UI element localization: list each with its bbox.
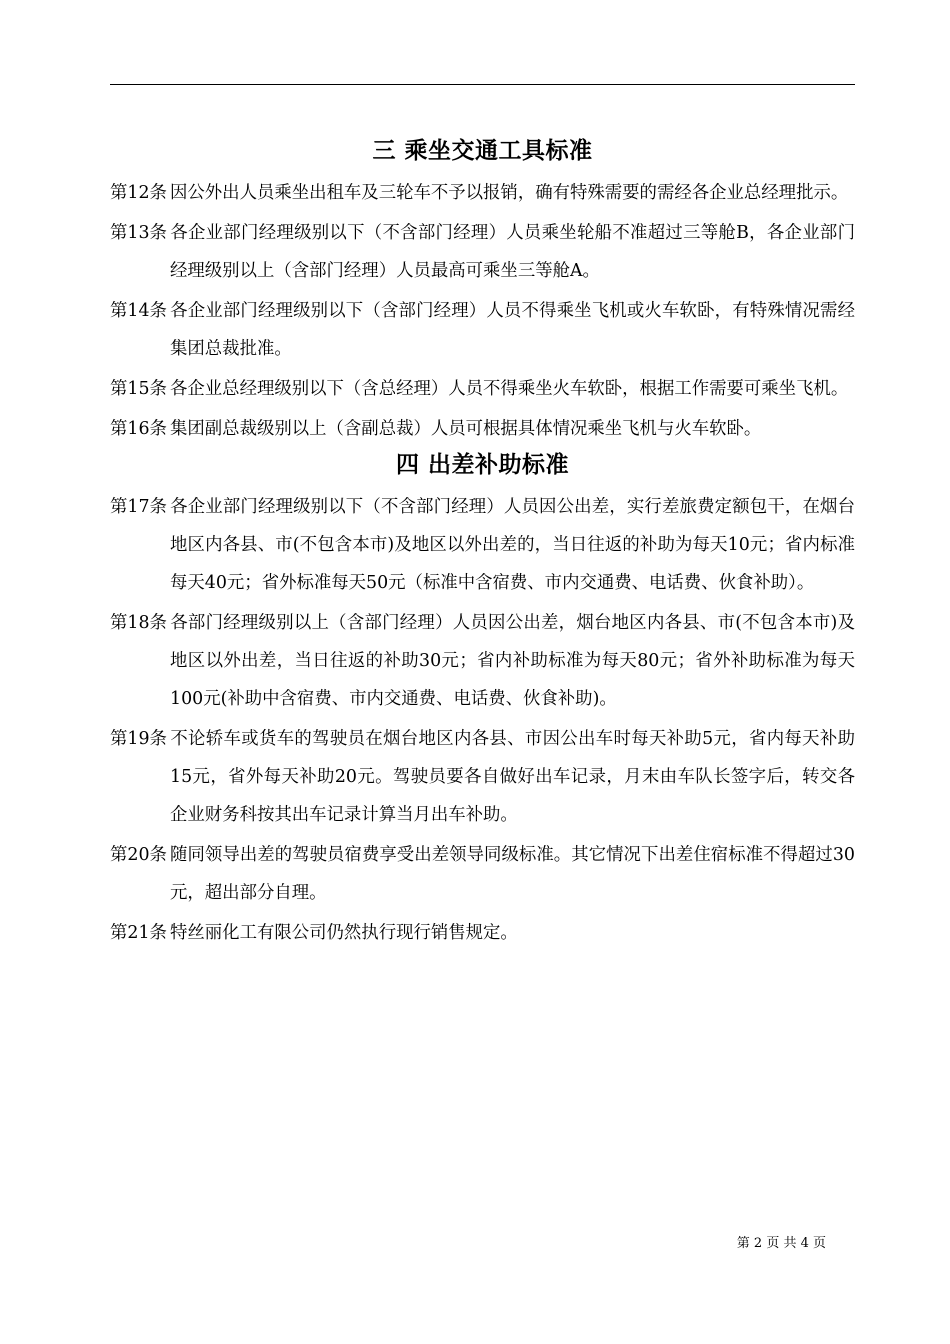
section-title: 四 出差补助标准 bbox=[395, 452, 569, 478]
article-13 bbox=[110, 214, 855, 290]
article-number: 第17条 bbox=[110, 497, 167, 517]
article-20 bbox=[110, 836, 855, 912]
page-number-footer: 第 2 页 共 4 页 bbox=[736, 1236, 826, 1251]
document-body bbox=[110, 136, 855, 954]
article-number: 第15条 bbox=[110, 379, 167, 399]
article-text: 各企业部门经理级别以下（不含部门经理）人员因公出差，实行差旅费定额包干，在烟台地区内各县、市(不包含本市)及地区以外出差的，当日往返的补助为每天10元；省内标准每天40元；省外标准每天50元（标准中含宿费、市内交通费、电话费、伙食补助）。 bbox=[170, 497, 855, 593]
article-number: 第13条 bbox=[110, 223, 167, 243]
article-17 bbox=[110, 488, 855, 602]
article-15 bbox=[110, 370, 855, 408]
article-text: 各企业总经理级别以下（含总经理）人员不得乘坐火车软卧，根据工作需要可乘坐飞机。 bbox=[170, 379, 849, 399]
header-rule bbox=[110, 84, 855, 85]
article-16 bbox=[110, 410, 855, 448]
article-18 bbox=[110, 604, 855, 718]
article-text: 各企业部门经理级别以下（含部门经理）人员不得乘坐飞机或火车软卧，有特殊情况需经集团总裁批准。 bbox=[170, 301, 855, 359]
section-title: 三 乘坐交通工具标准 bbox=[372, 138, 593, 164]
article-text: 不论轿车或货车的驾驶员在烟台地区内各县、市因公出车时每天补助5元，省内每天补助15元，省外每天补助20元。驾驶员要各自做好出车记录，月末由车队长签字后，转交各企业财务科按其出车记录计算当月出车补助。 bbox=[170, 729, 855, 825]
article-12 bbox=[110, 174, 855, 212]
article-21 bbox=[110, 914, 855, 952]
article-text: 集团副总裁级别以上（含副总裁）人员可根据具体情况乘坐飞机与火车软卧。 bbox=[170, 419, 762, 439]
article-number: 第18条 bbox=[110, 613, 167, 633]
article-text: 各企业部门经理级别以下（不含部门经理）人员乘坐轮船不准超过三等舱B，各企业部门经理级别以上（含部门经理）人员最高可乘坐三等舱A。 bbox=[170, 223, 855, 281]
article-number: 第21条 bbox=[110, 923, 167, 943]
article-text: 随同领导出差的驾驶员宿费享受出差领导同级标准。其它情况下出差住宿标准不得超过30元，超出部分自理。 bbox=[170, 845, 855, 903]
article-text: 各部门经理级别以上（含部门经理）人员因公出差，烟台地区内各县、市(不包含本市)及地区以外出差，当日往返的补助30元；省内补助标准为每天80元；省外补助标准为每天100元(补助中含宿费、市内交通费、电话费、伙食补助)。 bbox=[170, 613, 855, 709]
article-number: 第12条 bbox=[110, 183, 167, 203]
article-number: 第14条 bbox=[110, 301, 167, 321]
article-14 bbox=[110, 292, 855, 368]
article-number: 第20条 bbox=[110, 845, 167, 865]
article-text: 特丝丽化工有限公司仍然执行现行销售规定。 bbox=[170, 923, 518, 943]
article-text: 因公外出人员乘坐出租车及三轮车不予以报销，确有特殊需要的需经各企业总经理批示。 bbox=[170, 183, 849, 203]
article-19 bbox=[110, 720, 855, 834]
article-number: 第19条 bbox=[110, 729, 167, 749]
article-number: 第16条 bbox=[110, 419, 167, 439]
